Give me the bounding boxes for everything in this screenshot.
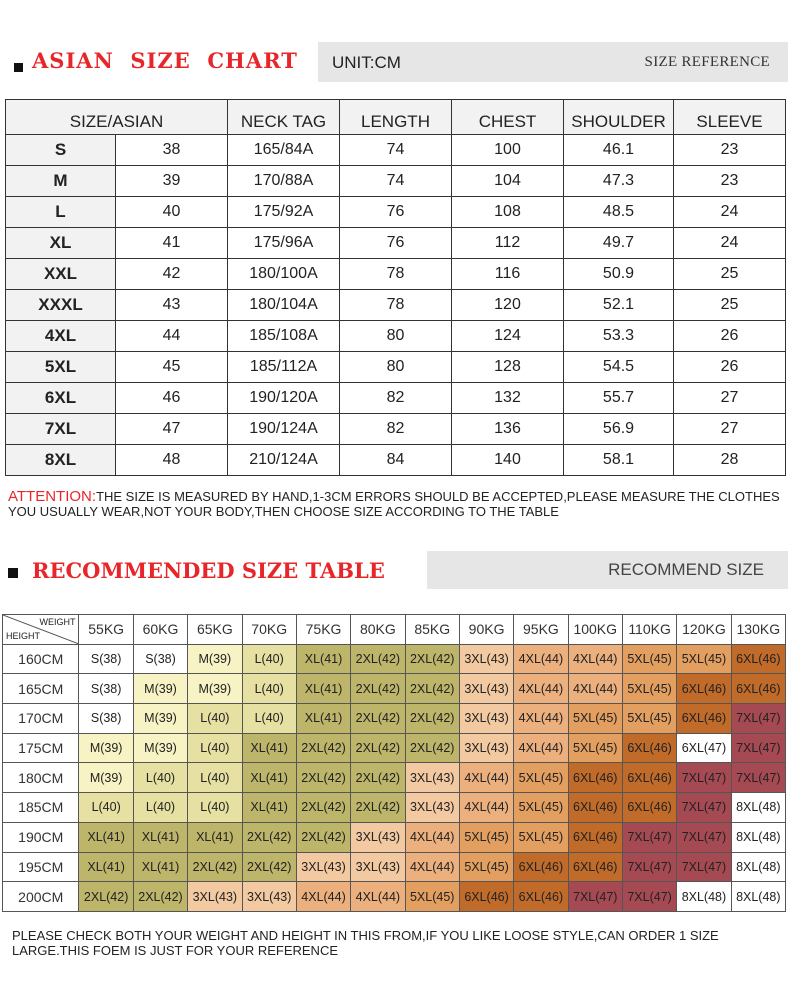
recommend-cell: S(38) (79, 644, 133, 674)
recommend-cell: S(38) (79, 674, 133, 704)
recommend-cell: 2XL(42) (351, 793, 405, 823)
size-cell: 4XL (6, 321, 116, 352)
size-table-row (6, 197, 786, 228)
attention-label: ATTENTION: (8, 488, 97, 505)
size-cell: 7XL (6, 414, 116, 445)
recommend-cell: 2XL(42) (79, 882, 133, 912)
recommend-cell: 7XL(47) (731, 733, 785, 763)
recommend-cell: 6XL(47) (677, 733, 731, 763)
recommend-cell: 2XL(42) (242, 852, 296, 882)
recommend-cell: 2XL(42) (351, 644, 405, 674)
recommend-cell: M(39) (79, 763, 133, 793)
asian-size-cell: 47 (116, 414, 228, 445)
recommend-cell: 6XL(46) (514, 852, 568, 882)
recommend-bar (427, 551, 788, 589)
weight-header: 130KG (731, 615, 785, 645)
asian-size-cell: 41 (116, 228, 228, 259)
recommend-cell: 5XL(45) (622, 674, 676, 704)
recommend-cell: 3XL(43) (188, 882, 242, 912)
recommend-cell: 3XL(43) (405, 763, 459, 793)
asian-size-cell: 44 (116, 321, 228, 352)
size-table-row (6, 445, 786, 476)
sleeve-cell: 25 (674, 290, 786, 321)
recommend-cell: 4XL(44) (568, 674, 622, 704)
recommend-cell: L(40) (188, 793, 242, 823)
recommend-cell: 7XL(47) (622, 882, 676, 912)
recommend-table-body (3, 615, 786, 912)
recommend-cell: M(39) (79, 733, 133, 763)
length-cell: 82 (340, 383, 452, 414)
recommend-cell: 3XL(43) (459, 644, 513, 674)
recommend-cell: 2XL(42) (405, 733, 459, 763)
length-cell: 84 (340, 445, 452, 476)
recommend-cell: L(40) (242, 674, 296, 704)
length-cell: 82 (340, 414, 452, 445)
size-cell: 5XL (6, 352, 116, 383)
weight-header: 55KG (79, 615, 133, 645)
recommend-cell: M(39) (133, 733, 187, 763)
recommend-cell: 3XL(43) (296, 852, 350, 882)
neck-tag-cell: 175/96A (228, 228, 340, 259)
neck-tag-cell: 175/92A (228, 197, 340, 228)
recommend-cell: 7XL(47) (568, 882, 622, 912)
size-table-row (6, 352, 786, 383)
attention-text: THE SIZE IS MEASURED BY HAND,1-3CM ERRORS SHOULD BE ACCEPTED,PLEASE MEASURE THE CLOTHES YOU USUALLY WEAR,NOT YOUR BODY,THEN CHOOSE SIZE ACCORDING TO THE TABLE (8, 489, 780, 519)
height-header: 180CM (3, 763, 79, 793)
shoulder-cell: 54.5 (564, 352, 674, 383)
sleeve-cell: 24 (674, 228, 786, 259)
column-header-length: LENGTH (340, 100, 452, 135)
weight-header: 95KG (514, 615, 568, 645)
recommend-row (3, 704, 786, 734)
recommend-cell: 2XL(42) (296, 733, 350, 763)
shoulder-cell: 48.5 (564, 197, 674, 228)
recommend-cell: 5XL(45) (459, 852, 513, 882)
length-cell: 80 (340, 321, 452, 352)
weight-header: 120KG (677, 615, 731, 645)
recommend-row (3, 644, 786, 674)
recommend-cell: 5XL(45) (622, 704, 676, 734)
recommend-cell: L(40) (242, 644, 296, 674)
recommend-cell: XL(41) (242, 733, 296, 763)
recommend-cell: 3XL(43) (351, 852, 405, 882)
sleeve-cell: 27 (674, 383, 786, 414)
recommend-row (3, 733, 786, 763)
recommend-cell: L(40) (188, 733, 242, 763)
recommend-cell: 6XL(46) (568, 822, 622, 852)
recommend-cell: M(39) (133, 704, 187, 734)
recommend-cell: 3XL(43) (459, 674, 513, 704)
footer-note: PLEASE CHECK BOTH YOUR WEIGHT AND HEIGHT IN THIS FROM,IF YOU LIKE LOOSE STYLE,CAN ORDER 1 SIZE LARGE.THIS FOEM IS JUST FOR YOUR REFERENCE (12, 928, 719, 958)
size-cell: L (6, 197, 116, 228)
unit-label: UNIT:CM (332, 53, 401, 72)
recommend-cell: 6XL(46) (622, 763, 676, 793)
recommend-row (3, 822, 786, 852)
neck-tag-cell: 210/124A (228, 445, 340, 476)
height-header: 195CM (3, 852, 79, 882)
recommend-cell: XL(41) (242, 763, 296, 793)
neck-tag-cell: 190/120A (228, 383, 340, 414)
recommend-cell: L(40) (133, 793, 187, 823)
recommend-cell: 2XL(42) (242, 822, 296, 852)
recommend-title: RECOMMENDED SIZE TABLE (32, 558, 385, 583)
length-cell: 74 (340, 135, 452, 166)
neck-tag-cell: 165/84A (228, 135, 340, 166)
recommend-cell: 5XL(45) (568, 704, 622, 734)
size-cell: XL (6, 228, 116, 259)
recommend-cell: 4XL(44) (514, 644, 568, 674)
shoulder-cell: 56.9 (564, 414, 674, 445)
chest-cell: 136 (452, 414, 564, 445)
recommend-cell: XL(41) (79, 852, 133, 882)
recommend-cell: L(40) (79, 793, 133, 823)
sleeve-cell: 25 (674, 259, 786, 290)
recommend-row (3, 763, 786, 793)
height-header: 200CM (3, 882, 79, 912)
length-cell: 78 (340, 259, 452, 290)
weight-header: 65KG (188, 615, 242, 645)
weight-header: 75KG (296, 615, 350, 645)
size-reference-label: SIZE REFERENCE (644, 54, 770, 70)
recommend-cell: XL(41) (296, 644, 350, 674)
recommend-cell: L(40) (188, 704, 242, 734)
recommend-row (3, 882, 786, 912)
asian-size-cell: 39 (116, 166, 228, 197)
height-header: 190CM (3, 822, 79, 852)
recommend-cell: XL(41) (188, 822, 242, 852)
recommend-cell: 4XL(44) (296, 882, 350, 912)
bullet-square-icon (14, 63, 23, 72)
recommend-cell: 4XL(44) (514, 704, 568, 734)
recommend-cell: 7XL(47) (677, 793, 731, 823)
size-table-row (6, 259, 786, 290)
chest-cell: 132 (452, 383, 564, 414)
size-table-body (6, 135, 786, 476)
shoulder-cell: 50.9 (564, 259, 674, 290)
chest-cell: 112 (452, 228, 564, 259)
length-cell: 80 (340, 352, 452, 383)
size-chart-title: ASIAN SIZE CHART (32, 48, 298, 73)
recommend-cell: 2XL(42) (188, 852, 242, 882)
chest-cell: 124 (452, 321, 564, 352)
recommend-cell: XL(41) (242, 793, 296, 823)
length-cell: 76 (340, 197, 452, 228)
asian-size-cell: 46 (116, 383, 228, 414)
recommend-cell: 4XL(44) (405, 852, 459, 882)
chest-cell: 108 (452, 197, 564, 228)
shoulder-cell: 49.7 (564, 228, 674, 259)
recommend-cell: S(38) (133, 644, 187, 674)
recommend-cell: 8XL(48) (731, 852, 785, 882)
recommend-cell: 6XL(46) (459, 882, 513, 912)
recommend-cell: 2XL(42) (296, 822, 350, 852)
asian-size-cell: 38 (116, 135, 228, 166)
recommend-cell: XL(41) (133, 822, 187, 852)
recommend-cell: 7XL(47) (677, 822, 731, 852)
weight-header: 80KG (351, 615, 405, 645)
recommend-cell: 4XL(44) (459, 793, 513, 823)
recommend-cell: 2XL(42) (133, 882, 187, 912)
asian-size-cell: 40 (116, 197, 228, 228)
size-cell: 8XL (6, 445, 116, 476)
height-header: 170CM (3, 704, 79, 734)
corner-height-label: HEIGHT (6, 630, 41, 641)
recommend-cell: 6XL(46) (731, 644, 785, 674)
recommend-cell: 3XL(43) (459, 733, 513, 763)
size-table-row (6, 321, 786, 352)
recommend-cell: XL(41) (79, 822, 133, 852)
recommend-cell: 5XL(45) (514, 763, 568, 793)
recommend-cell: 8XL(48) (731, 793, 785, 823)
recommend-cell: 7XL(47) (677, 852, 731, 882)
recommend-cell: 6XL(46) (568, 763, 622, 793)
height-header: 160CM (3, 644, 79, 674)
shoulder-cell: 47.3 (564, 166, 674, 197)
asian-size-cell: 45 (116, 352, 228, 383)
recommend-cell: L(40) (188, 763, 242, 793)
recommend-cell: 4XL(44) (351, 882, 405, 912)
chest-cell: 104 (452, 166, 564, 197)
weight-header: 90KG (459, 615, 513, 645)
recommend-cell: 4XL(44) (514, 674, 568, 704)
sleeve-cell: 27 (674, 414, 786, 445)
recommend-cell: 8XL(48) (731, 822, 785, 852)
sleeve-cell: 23 (674, 166, 786, 197)
recommend-cell: 6XL(46) (568, 852, 622, 882)
size-cell: S (6, 135, 116, 166)
recommend-cell: 2XL(42) (351, 704, 405, 734)
recommend-cell: 4XL(44) (514, 733, 568, 763)
length-cell: 74 (340, 166, 452, 197)
recommend-cell: 6XL(46) (622, 733, 676, 763)
neck-tag-cell: 190/124A (228, 414, 340, 445)
neck-tag-cell: 185/112A (228, 352, 340, 383)
shoulder-cell: 53.3 (564, 321, 674, 352)
recommend-cell: 7XL(47) (622, 822, 676, 852)
weight-header: 100KG (568, 615, 622, 645)
recommend-cell: M(39) (188, 644, 242, 674)
size-table (5, 99, 786, 476)
attention-note (8, 489, 783, 519)
recommend-header (0, 551, 790, 589)
shoulder-cell: 46.1 (564, 135, 674, 166)
recommend-cell: 2XL(42) (405, 704, 459, 734)
recommend-cell: 5XL(45) (677, 644, 731, 674)
column-header-sleeve: SLEEVE (674, 100, 786, 135)
recommend-cell: 3XL(43) (459, 704, 513, 734)
recommend-cell: 5XL(45) (405, 882, 459, 912)
recommend-cell: 6XL(46) (514, 882, 568, 912)
recommend-cell: 6XL(46) (568, 793, 622, 823)
size-chart-header (0, 42, 790, 82)
size-table-row (6, 166, 786, 197)
height-header: 185CM (3, 793, 79, 823)
recommend-cell: M(39) (133, 674, 187, 704)
size-table-header-row (6, 100, 786, 135)
recommend-size-label: RECOMMEND SIZE (608, 560, 764, 579)
recommend-cell: 2XL(42) (405, 674, 459, 704)
recommend-cell: L(40) (133, 763, 187, 793)
shoulder-cell: 52.1 (564, 290, 674, 321)
unit-bar (318, 42, 788, 82)
sleeve-cell: 23 (674, 135, 786, 166)
recommend-table (2, 614, 786, 912)
height-header: 165CM (3, 674, 79, 704)
recommend-cell: 5XL(45) (514, 793, 568, 823)
recommend-cell: 5XL(45) (459, 822, 513, 852)
recommend-cell: 5XL(45) (514, 822, 568, 852)
length-cell: 78 (340, 290, 452, 321)
column-header-chest: CHEST (452, 100, 564, 135)
recommend-cell: 8XL(48) (677, 882, 731, 912)
size-table-row (6, 383, 786, 414)
recommend-cell: 3XL(43) (405, 793, 459, 823)
sleeve-cell: 26 (674, 352, 786, 383)
recommend-cell: 5XL(45) (622, 644, 676, 674)
asian-size-cell: 48 (116, 445, 228, 476)
chest-cell: 116 (452, 259, 564, 290)
recommend-cell: 2XL(42) (351, 763, 405, 793)
recommend-cell: 3XL(43) (242, 882, 296, 912)
neck-tag-cell: 180/104A (228, 290, 340, 321)
recommend-cell: XL(41) (133, 852, 187, 882)
size-cell: M (6, 166, 116, 197)
size-cell: XXXL (6, 290, 116, 321)
size-cell: XXL (6, 259, 116, 290)
recommend-cell: 7XL(47) (731, 704, 785, 734)
recommend-cell: L(40) (242, 704, 296, 734)
recommend-row (3, 674, 786, 704)
weight-height-corner (3, 615, 79, 645)
weight-header: 110KG (622, 615, 676, 645)
height-header: 175CM (3, 733, 79, 763)
recommend-cell: 2XL(42) (296, 793, 350, 823)
shoulder-cell: 58.1 (564, 445, 674, 476)
asian-size-cell: 43 (116, 290, 228, 321)
asian-size-cell: 42 (116, 259, 228, 290)
recommend-cell: M(39) (188, 674, 242, 704)
recommend-cell: 2XL(42) (351, 674, 405, 704)
recommend-cell: 6XL(46) (677, 704, 731, 734)
size-cell: 6XL (6, 383, 116, 414)
recommend-cell: XL(41) (296, 704, 350, 734)
recommend-cell: XL(41) (296, 674, 350, 704)
chest-cell: 140 (452, 445, 564, 476)
chest-cell: 100 (452, 135, 564, 166)
weight-header: 85KG (405, 615, 459, 645)
neck-tag-cell: 180/100A (228, 259, 340, 290)
chest-cell: 120 (452, 290, 564, 321)
recommend-cell: 4XL(44) (459, 763, 513, 793)
weight-header: 70KG (242, 615, 296, 645)
recommend-cell: 8XL(48) (731, 882, 785, 912)
recommend-header-row (3, 615, 786, 645)
recommend-cell: 2XL(42) (296, 763, 350, 793)
recommend-cell: 2XL(42) (405, 644, 459, 674)
chest-cell: 128 (452, 352, 564, 383)
weight-header: 60KG (133, 615, 187, 645)
length-cell: 76 (340, 228, 452, 259)
recommend-cell: 6XL(46) (677, 674, 731, 704)
bullet-square-icon (8, 568, 18, 578)
recommend-cell: 2XL(42) (351, 733, 405, 763)
column-header-shoulder: SHOULDER (564, 100, 674, 135)
recommend-cell: 3XL(43) (351, 822, 405, 852)
recommend-cell: S(38) (79, 704, 133, 734)
recommend-cell: 4XL(44) (568, 644, 622, 674)
sleeve-cell: 24 (674, 197, 786, 228)
recommend-cell: 6XL(46) (622, 793, 676, 823)
size-table-row (6, 290, 786, 321)
recommend-cell: 5XL(45) (568, 733, 622, 763)
recommend-row (3, 852, 786, 882)
sleeve-cell: 28 (674, 445, 786, 476)
recommend-cell: 7XL(47) (622, 852, 676, 882)
corner-weight-label: WEIGHT (39, 617, 76, 627)
recommend-cell: 7XL(47) (731, 763, 785, 793)
column-header-size-asian: SIZE/ASIAN (6, 100, 228, 135)
recommend-cell: 7XL(47) (677, 763, 731, 793)
neck-tag-cell: 185/108A (228, 321, 340, 352)
neck-tag-cell: 170/88A (228, 166, 340, 197)
size-table-row (6, 228, 786, 259)
size-table-row (6, 414, 786, 445)
size-table-row (6, 135, 786, 166)
recommend-cell: 6XL(46) (731, 674, 785, 704)
column-header-neck-tag: NECK TAG (228, 100, 340, 135)
sleeve-cell: 26 (674, 321, 786, 352)
recommend-row (3, 793, 786, 823)
recommend-cell: 4XL(44) (405, 822, 459, 852)
shoulder-cell: 55.7 (564, 383, 674, 414)
